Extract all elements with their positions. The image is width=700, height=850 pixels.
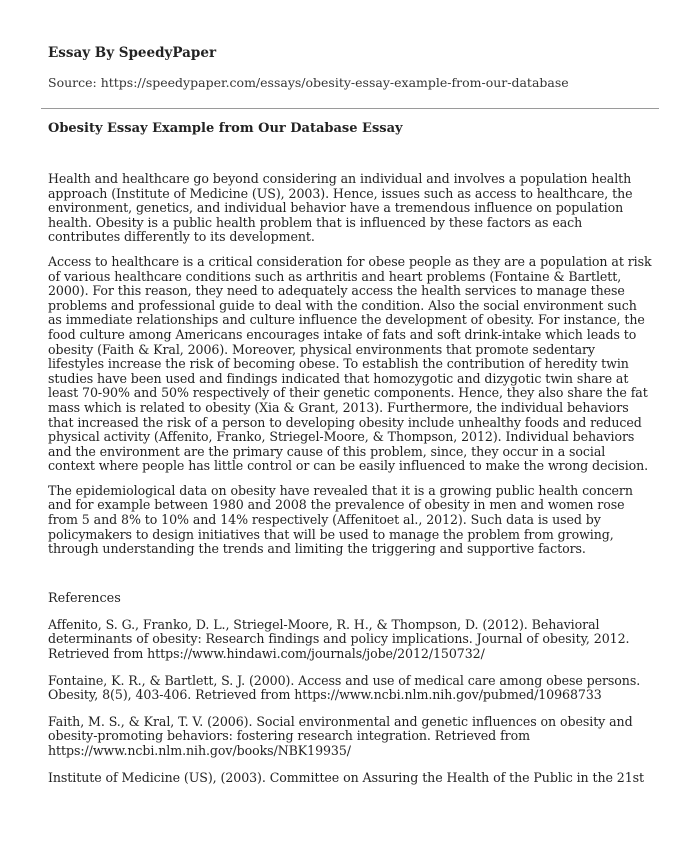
reference-item: Institute of Medicine (US), (2003). Committee on Assuring the Health of the Public in the 21st	[48, 769, 645, 785]
reference-item: Faith, M. S., & Kral, T. V. (2006). Social environmental and genetic influences on obesity and obesity-promoting behaviors: fostering research integration. Retrieved from https://www.ncbi.nlm.nih.gov/books/NBK19935/	[48, 713, 633, 758]
site-title: Essay By SpeedyPaper	[48, 45, 217, 61]
essay-paragraph: Access to healthcare is a critical consideration for obese people as they are a population at risk of various healthcare conditions such as arthritis and heart problems (Fontaine & Bartlett, 2000). For this reason, they need to adequately access the health services to manage these problems and professional guide to deal with the condition. Also the social environment such as immediate relationships and culture influence the development of obesity. For instance, the food culture among Americans encourages intake of fats and soft drink-intake which leads to obesity (Faith & Kral, 2006). Moreover, physical environments that promote sedentary lifestyles increase the risk of becoming obese. To establish the contribution of heredity twin studies have been used and findings indicated that homozygotic and dizygotic twin share at least 70-90% and 50% respectively of their genetic components. Hence, they also share the fat mass which is related to obesity (Xia & Grant, 2013). Furthermore, the individual behaviors that increased the risk of a person to developing obesity include unhealthy foods and reduced physical activity (Affenito, Franko, Striegel-Moore, & Thompson, 2012). Individual behaviors and the environment are the primary cause of this problem, since, they occur in a social context where people has little control or can be easily influenced to make the wrong decision.	[48, 253, 652, 474]
header-divider	[41, 108, 659, 109]
references-heading: References	[48, 590, 121, 606]
references-list	[48, 618, 652, 785]
essay-title: Obesity Essay Example from Our Database Essay	[48, 121, 403, 136]
reference-item: Affenito, S. G., Franko, D. L., Striegel-Moore, R. H., & Thompson, D. (2012). Behavioral determinants of obesity: Research findings and policy implications. Journal of obesity, 2012. Retrieved from https://www.hindawi.com/journals/jobe/2012/150732/	[48, 616, 630, 662]
essay-body	[48, 172, 652, 557]
essay-paragraph: The epidemiological data on obesity have revealed that it is a growing public health concern and for example between 1980 and 2008 the prevalence of obesity in men and women rose from 5 and 8% to 10% and 14% respectively (Affenitoet al., 2012). Such data is used by policymakers to design initiatives that will be used to manage the problem from growing, through understanding the trends and limiting the triggering and supportive factors.	[48, 482, 633, 557]
source-line: Source: https://speedypaper.com/essays/obesity-essay-example-from-our-database	[48, 75, 569, 90]
reference-item: Fontaine, K. R., & Bartlett, S. J. (2000). Access and use of medical care among obese persons. Obesity, 8(5), 403-406. Retrieved from https://www.ncbi.nlm.nih.gov/pubmed/10968733	[48, 672, 641, 703]
essay-paragraph: Health and healthcare go beyond considering an individual and involves a population health approach (Institute of Medicine (US), 2003). Hence, issues such as access to healthcare, the environment, genetics, and individual behavior have a tremendous influence on population health. Obesity is a public health problem that is influenced by these factors as each contributes differently to its development.	[48, 171, 633, 245]
